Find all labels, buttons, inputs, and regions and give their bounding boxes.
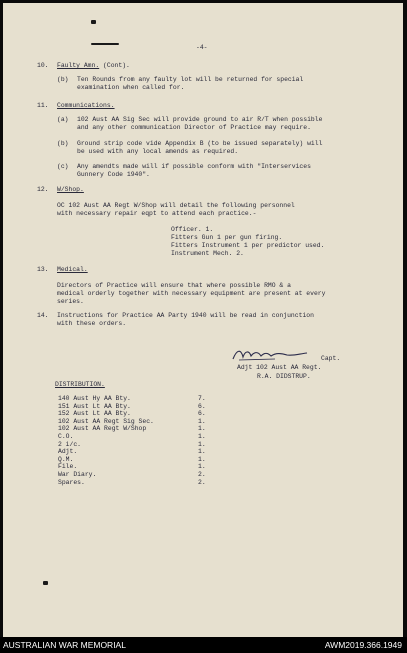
- distribution-list: [58, 395, 218, 486]
- distribution-row: [58, 425, 218, 433]
- distribution-row: [58, 433, 218, 441]
- distribution-copies: 6.: [198, 410, 206, 418]
- distribution-copies: 1.: [198, 448, 206, 456]
- item-text-line: Gunnery Code 1940".: [77, 171, 150, 178]
- document-page: [3, 3, 403, 637]
- distribution-copies: 1.: [198, 425, 206, 433]
- personnel-line: Fitters Instrument 1 per predictor used.: [171, 242, 325, 249]
- distribution-copies: 2.: [198, 470, 206, 478]
- distribution-copies: 2.: [198, 478, 206, 486]
- distribution-recipient: 2 i/c.: [58, 440, 82, 448]
- distribution-row: [58, 403, 218, 411]
- distribution-recipient: 140 Aust Hy AA Bty.: [58, 395, 131, 402]
- personnel-line: Instrument Mech. 2.: [171, 250, 244, 257]
- item-marker: (a): [57, 116, 69, 123]
- section-number: 14.: [37, 312, 49, 319]
- distribution-recipient: 102 Aust AA Regt W/Shop: [58, 425, 147, 433]
- item-text-line: Ground strip code vide Appendix B (to be issued separately) will: [77, 140, 323, 147]
- footer-reference: AWM2019.366.1949: [324, 640, 402, 650]
- punch-hole-mark: [91, 20, 96, 24]
- distribution-row: [58, 463, 218, 471]
- paragraph-line: Directors of Practice will ensure that where possible RMO & a: [57, 282, 291, 289]
- item-text-line: and any other communication Director of Practice may require.: [77, 124, 311, 131]
- paragraph-line: series.: [57, 298, 84, 305]
- distribution-copies: 1.: [198, 455, 206, 463]
- signature-appointment: Adjt 102 Aust AA Regt.: [237, 364, 322, 371]
- archive-footer: [0, 637, 407, 653]
- distribution-row: [58, 395, 218, 403]
- distribution-row: [58, 479, 218, 487]
- distribution-recipient: 152 Aust Lt AA Bty.: [58, 410, 131, 418]
- section-heading: W/Shop.: [57, 186, 84, 193]
- section-heading: Medical.: [57, 266, 88, 273]
- punch-hole-mark: [43, 581, 48, 585]
- distribution-copies: 1.: [198, 417, 206, 425]
- paragraph-line: with these orders.: [57, 320, 127, 327]
- punch-hole-mark: [91, 43, 119, 45]
- paragraph-line: Instructions for Practice AA Party 1940 will be read in conjunction: [57, 312, 314, 319]
- distribution-copies: 1.: [198, 432, 206, 440]
- paragraph-line: medical orderly together with necessary equipment are present at every: [57, 290, 326, 297]
- distribution-copies: 6.: [198, 402, 206, 410]
- paragraph-line: with necessary repair eqpt to attend each practice.-: [57, 210, 257, 217]
- item-text-line: be used with any local amends as required.: [77, 148, 239, 155]
- distribution-recipient: Spares.: [58, 478, 85, 486]
- section-heading: Faulty Amn. (Cont).: [57, 62, 130, 69]
- distribution-row: [58, 471, 218, 479]
- section-number: 10.: [37, 62, 49, 69]
- signature-rank: Capt.: [321, 355, 341, 362]
- distribution-recipient: Q.M.: [58, 455, 74, 463]
- page-number: -4-: [196, 44, 208, 51]
- distribution-recipient: File.: [58, 463, 78, 471]
- item-marker: (c): [57, 163, 69, 170]
- paragraph-line: OC 102 Aust AA Regt W/Shop will detail the following personnel: [57, 202, 295, 209]
- distribution-row: [58, 418, 218, 426]
- distribution-row: [58, 448, 218, 456]
- distribution-row: [58, 441, 218, 449]
- handwritten-signature: [231, 347, 311, 363]
- distribution-copies: 1.: [198, 463, 206, 471]
- section-heading: Communications.: [57, 102, 115, 109]
- footer-source: AUSTRALIAN WAR MEMORIAL: [3, 640, 126, 650]
- signature-name: R.A. DIDSTRUP.: [257, 373, 311, 380]
- distribution-recipient: 102 Aust AA Regt Sig Sec.: [58, 417, 154, 425]
- distribution-row: [58, 456, 218, 464]
- item-text-line: Ten Rounds from any faulty lot will be returned for special: [77, 76, 304, 83]
- personnel-line: Fitters Gun 1 per gun firing.: [171, 234, 283, 241]
- distribution-recipient: C.O.: [58, 432, 74, 440]
- personnel-line: Officer. 1.: [171, 226, 214, 233]
- section-number: 11.: [37, 102, 49, 109]
- distribution-row: [58, 410, 218, 418]
- item-text-line: examination when called for.: [77, 84, 185, 91]
- item-text-line: 102 Aust AA Sig Sec will provide ground to air R/T when possible: [77, 116, 323, 123]
- distribution-recipient: 151 Aust Lt AA Bty.: [58, 402, 131, 410]
- section-number: 12.: [37, 186, 49, 193]
- distribution-copies: 1.: [198, 440, 206, 448]
- distribution-recipient: Adjt.: [58, 448, 78, 456]
- item-marker: (b): [57, 76, 69, 83]
- distribution-heading: DISTRIBUTION.: [55, 381, 105, 388]
- distribution-recipient: War Diary.: [58, 470, 97, 478]
- distribution-copies: 7.: [198, 395, 206, 402]
- section-number: 13.: [37, 266, 49, 273]
- item-marker: (b): [57, 140, 69, 147]
- item-text-line: Any amendts made will if possible conform with "Interservices: [77, 163, 311, 170]
